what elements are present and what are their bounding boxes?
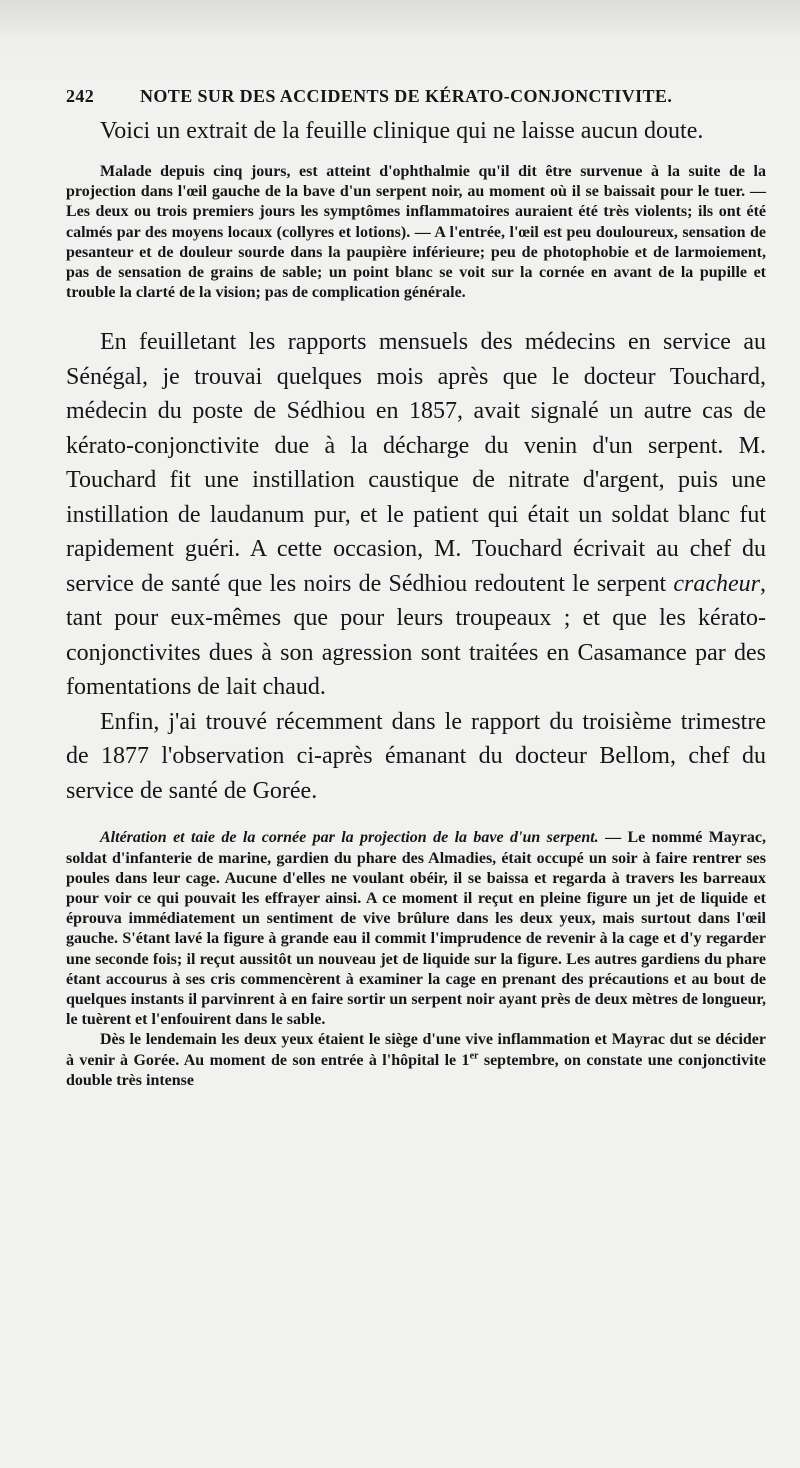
observation-text: — Le nommé Mayrac, soldat d'infanterie de marine, gardien du phare des Almadies, était occupé un soir à faire rentrer ses poules dans leur cage. Aucune d'elles ne voulant obéir, il se baissa et regarda à travers les barreaux pour voir ce qui pouvait les effrayer ainsi. A ce moment il reçut en pleine figure un jet de liquide et éprouva immédiatement un sentiment de vive brûlure dans les deux yeux, mais surtout dans l'œil gauche. S'étant lavé la figure à grande eau il commit l'imprudence de revenir à la cage et d'y regarder une seconde fois; il reçut aussitôt un nouveau jet de liquide sur la figure. Les autres gardiens du phare étant accourus à ses cris commencèrent à examiner la cage en prenant des précautions et au bout de quelques instants il parvinrent à en faire sortir un serpent noir ayant près de deux mètres de longueur, le tuèrent et l'enfouirent dans le sable.: [66, 829, 767, 1029]
serpent-name: cracheur: [673, 570, 760, 597]
running-title: NOTE SUR DES ACCIDENTS DE KÉRATO-CONJONCTIVITE.: [140, 86, 673, 106]
running-header: [66, 86, 766, 116]
touchard-paragraph: [66, 325, 766, 705]
observation-title: Altération et taie de la cornée par la projection de la bave d'un serpent.: [100, 829, 599, 847]
intro-paragraph: Voici un extrait de la feuille clinique qui ne laisse aucun doute.: [100, 118, 704, 144]
bellom-paragraph: Enfin, j'ai trouvé récemment dans le rapport du troisième trimestre de 1877 l'observation ci-après émanant du docteur Bellom, chef du service de santé de Gorée.: [66, 708, 766, 804]
touchard-text-b: , tant pour eux-mêmes que pour leurs troupeaux ; et que les kérato-conjonctivites dues à son agression sont traitées en Casamance par des fomentations de lait chaud.: [66, 570, 766, 701]
final-text-a: Dès le lendemain les deux yeux étaient le siège d'une vive inflammation et Mayrac dut se décider à venir à Gorée. Au moment de son entrée à l'hôpital le 1: [66, 1031, 766, 1069]
observation-paragraph: [66, 828, 766, 1030]
final-paragraph: [66, 1030, 766, 1091]
touchard-text-a: En feuilletant les rapports mensuels des médecins en service au Sénégal, je trouvai quelques mois après que le docteur Touchard, médecin du poste de Sédhiou en 1857, avait signalé un autre cas de kérato-conjonctivite due à la décharge du venin d'un serpent. M. Touchard fit une instillation caustique de nitrate d'argent, puis une instillation de laudanum pur, et le patient qui était un soldat blanc fut rapidement guéri. A cette occasion, M. Touchard écrivait au chef du service de santé que les noirs de Sédhiou redoutent le serpent: [66, 329, 766, 597]
final-text-b: septembre, on constate une conjonctivite double très intense: [66, 1051, 766, 1089]
page-number: 242: [66, 86, 95, 106]
clinical-note: Malade depuis cinq jours, est atteint d'ophthalmie qu'il dit être survenue à la suite de la projection dans l'œil gauche de la bave d'un serpent noir, au moment où il se baissait pour le tuer. — Les deux ou trois premiers jours les symptômes inflammatoires auraient été très violents; ils ont été calmés par des moyens locaux (collyres et lotions). — A l'entrée, l'œil est peu douloureux, sensation de pesanteur et de douleur sourde dans la paupière inférieure; peu de photophobie et de larmoiement, pas de sensation de grains de sable; un point blanc se voit sur la cornée en avant de la pupille et trouble la clarté de la vision; pas de complication générale.: [66, 163, 766, 302]
ordinal-suffix: er: [469, 1050, 479, 1062]
